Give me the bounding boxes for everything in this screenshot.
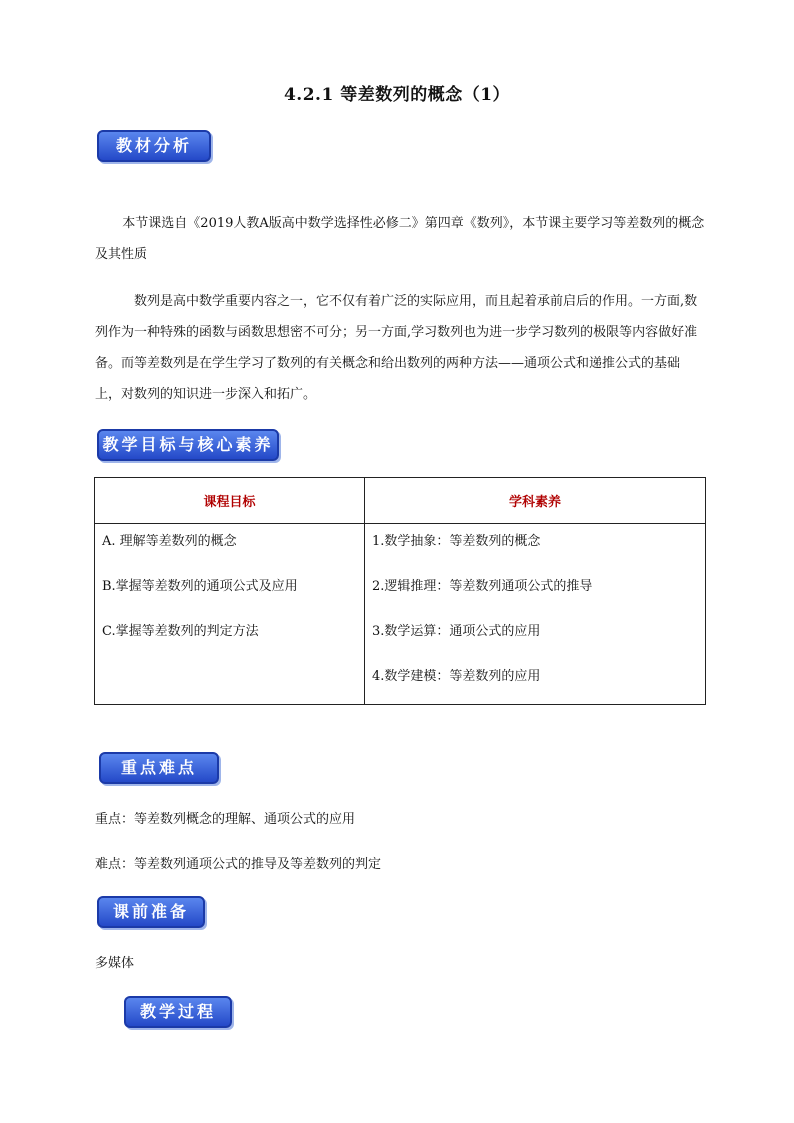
table-header-literacy: 学科素养 <box>365 478 706 524</box>
analysis-paragraph-1: 本节课选自《2019人教A版高中数学选择性必修二》第四章《数列》，本节课主要学习等差数列的概念及其性质 <box>95 216 705 262</box>
course-goals-cell <box>95 524 365 705</box>
course-goal-item: C.掌握等差数列的判定方法 <box>102 624 259 639</box>
section-badge-analysis: 教材分析 <box>97 130 211 162</box>
section-badge-process: 教学过程 <box>124 996 232 1028</box>
table-header-course-goals: 课程目标 <box>95 478 365 524</box>
preparation-text: 多媒体 <box>95 956 135 971</box>
course-goal-item: A. 理解等差数列的概念 <box>102 534 237 549</box>
section-badge-key-points: 重点难点 <box>99 752 219 784</box>
section-badge-preparation: 课前准备 <box>97 896 205 928</box>
analysis-paragraph-2: 数列是高中数学重要内容之一，它不仅有着广泛的实际应用，而且起着承前启后的作用。一方面,数列作为一种特殊的函数与函数思想密不可分；另一方面,学习数列也为进一步学习数列的极限等内容做好准备。而等差数列是在学生学习了数列的有关概念和给出数列的两种方法——通项公式和递推公式的基础上，对数列的知识进一步深入和拓广。 <box>95 294 698 402</box>
difficulty-text: 难点：等差数列通项公式的推导及等差数列的判定 <box>95 857 382 872</box>
literacy-item: 4.数学建模：等差数列的应用 <box>372 669 541 684</box>
literacy-cell <box>365 524 706 705</box>
literacy-item: 2.逻辑推理：等差数列通项公式的推导 <box>372 579 593 594</box>
page-title: 4.2.1 等差数列的概念（1） <box>283 85 511 105</box>
literacy-item: 1.数学抽象：等差数列的概念 <box>372 534 541 549</box>
focus-text: 重点：等差数列概念的理解、通项公式的应用 <box>95 812 356 827</box>
section-badge-goals: 教学目标与核心素养 <box>97 429 279 461</box>
literacy-item: 3.数学运算：通项公式的应用 <box>372 624 541 639</box>
course-goal-item: B.掌握等差数列的通项公式及应用 <box>102 579 298 594</box>
goals-table <box>94 477 706 705</box>
